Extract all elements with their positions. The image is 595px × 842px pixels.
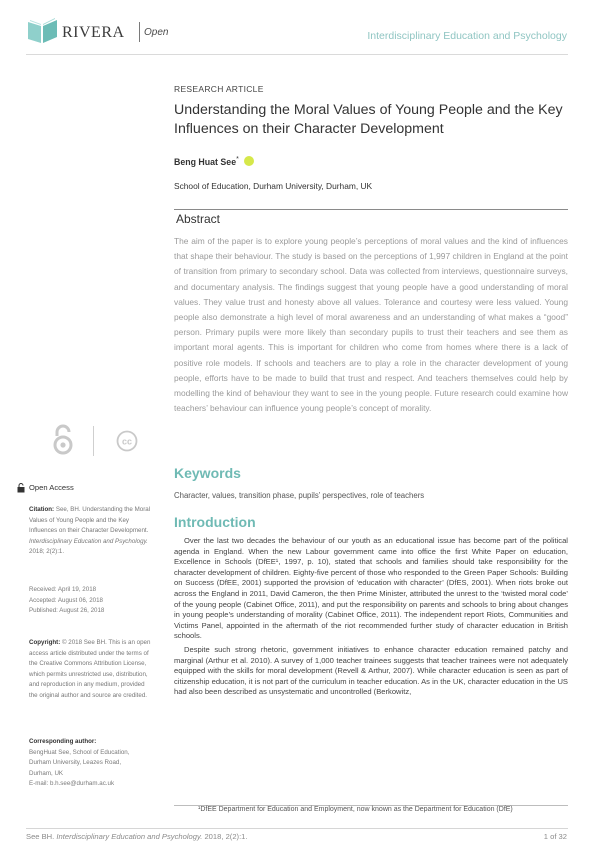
author-name[interactable]: Beng Huat See — [174, 157, 237, 167]
logo-name: RIVERA — [62, 24, 125, 41]
keywords-text: Character, values, transition phase, pupils’ perspectives, role of teachers — [174, 491, 425, 500]
introduction-paragraph: Over the last two decades the behaviour of our youth as an educational issue has become part of the political agenda in England. When the new Labour government came into office the first White Paper on education, Excellence in Schools (DfEE¹, 1997, p. 10), stated that schools and families should take responsibility for the character development of children. Eighty-five percent of those who responded to the Green Paper Schools: Building on Success (DfEE, 2001) supported the provision of ‘education with character’ (DfES, 2001). When riots broke out across the England in 2011, David Cameron, the then Prime Minister, attributed the unrest to the ‘twisted moral code’ of the young people (Cabinet Office, 2011), and put the responsibility on parents and schools to bring about changes in young people’s understanding of morality (Cabinet Office, 2011). The independent report Riots, Communities and Victims Panel, appointed in the aftermath of the riot recommended further study of character education in British schools. — [174, 536, 568, 641]
footer-volume: 2018, 2(2):1. — [204, 832, 248, 841]
license-divider — [93, 426, 94, 456]
abstract-divider — [174, 209, 568, 210]
page-number: 1 of 32 — [543, 832, 567, 841]
published-date: Published: August 26, 2018 — [29, 607, 105, 614]
copyright-block — [29, 638, 154, 701]
svg-text:cc: cc — [121, 436, 133, 447]
lock-icon — [17, 483, 25, 493]
journal-name[interactable]: Interdisciplinary Education and Psychology — [367, 30, 567, 42]
page-header — [0, 0, 595, 62]
introduction-body — [174, 536, 568, 701]
footer-divider — [26, 828, 568, 829]
footer-journal: Interdisciplinary Education and Psychology. — [56, 832, 203, 841]
open-access-label: Open Access — [29, 483, 74, 492]
introduction-heading: Introduction — [174, 514, 256, 530]
article-type: RESEARCH ARTICLE — [174, 84, 264, 94]
corresponding-line: Durham University, Leazes Road, — [29, 759, 122, 766]
abstract-heading: Abstract — [176, 212, 221, 226]
footer-author: See BH. — [26, 832, 55, 841]
accepted-date: Accepted: August 06, 2018 — [29, 596, 103, 604]
corresponding-line: Durham, UK — [29, 769, 64, 777]
citation-block — [29, 505, 154, 558]
article-title: Understanding the Moral Values of Young People and the Key Influences on their Character Development — [174, 102, 563, 137]
dates-block — [29, 585, 154, 617]
footnote: ¹DfEE Department for Education and Employment, now known as the Department for Education (DfE) — [198, 806, 513, 813]
open-access-icon[interactable] — [52, 424, 74, 456]
received-date: Received: April 19, 2018 — [29, 586, 97, 593]
footer-citation — [26, 832, 248, 841]
rivera-open-logo[interactable] — [26, 16, 169, 50]
corresponding-author-block — [29, 737, 154, 790]
creative-commons-icon[interactable] — [116, 430, 138, 452]
header-divider — [26, 54, 568, 55]
logo-divider — [139, 22, 140, 42]
citation-text: See, BH. Understanding the Moral Values of Young People and the Key Influences on their Character Development. — [29, 506, 151, 534]
corresponding-line: BengHuat See, School of Education, — [29, 748, 130, 756]
citation-label: Citation: — [29, 506, 55, 513]
corresponding-label: Corresponding author: — [29, 738, 97, 745]
corresponding-email[interactable]: E-mail: b.h.see@durham.ac.uk — [29, 780, 115, 787]
copyright-text: © 2018 See BH. This is an open access article distributed under the terms of the Creative Commons Attribution License, which permits unrestricted use, distribution, and reproduction in any medium, provided the original author and source are credited. — [29, 639, 151, 699]
author-marker: * — [236, 156, 239, 164]
author-line — [174, 156, 254, 167]
logo-open-label: Open — [144, 27, 169, 38]
author-affiliation: School of Education, Durham University, Durham, UK — [174, 181, 373, 191]
introduction-paragraph: Despite such strong rhetoric, government initiatives to enhance character education remained patchy and marginal (Arthur et al. 2010). A survey of 1,000 teacher trainees suggests that teacher trainees were not adequately equipped with the skills for moral development (Revell & Arthur, 2007). While character education is seen as part of citizenship education, it is not part of the curriculum in teacher education. As in the UK, character education in the US had also been described as unsystematic and uncontrolled (Berkowitz, — [174, 644, 568, 697]
keywords-heading: Keywords — [174, 465, 241, 481]
copyright-label: Copyright: — [29, 639, 61, 646]
abstract-text: The aim of the paper is to explore young people’s perceptions of moral values and the kind of influences that shape their behaviour. The study is based on the perceptions of 1,997 children in England at the point of transition from primary to secondary school. Data was collected from interviews, questionnaire surveys, and documentary analysis. The findings suggest that young people have a good understanding of moral values. They value trust and honesty above all values. Tolerance and courtesy were less valued. Young people also demonstrate a high level of moral awareness and an understanding of what makes a “good” person. Primary pupils were more likely than secondary pupils to trust their teachers and see them as important moral agents. This is important for children who come from homes where there is a lack of positive role models. If schools and teachers are to play a role in the character development of young people, efforts have to be made to build that trust and respect. And teachers themselves could help by modelling the kind of behaviour they want to see in the young people. Future research could examine how teachers’ behaviour can influence young people’s concept of morality. — [174, 236, 568, 414]
orcid-icon[interactable] — [244, 156, 254, 166]
license-icons — [52, 424, 142, 460]
book-logo-icon — [26, 16, 60, 46]
citation-journal: Interdisciplinary Education and Psychology. — [29, 537, 148, 545]
citation-volume: 2018; 2(2):1. — [29, 548, 65, 555]
